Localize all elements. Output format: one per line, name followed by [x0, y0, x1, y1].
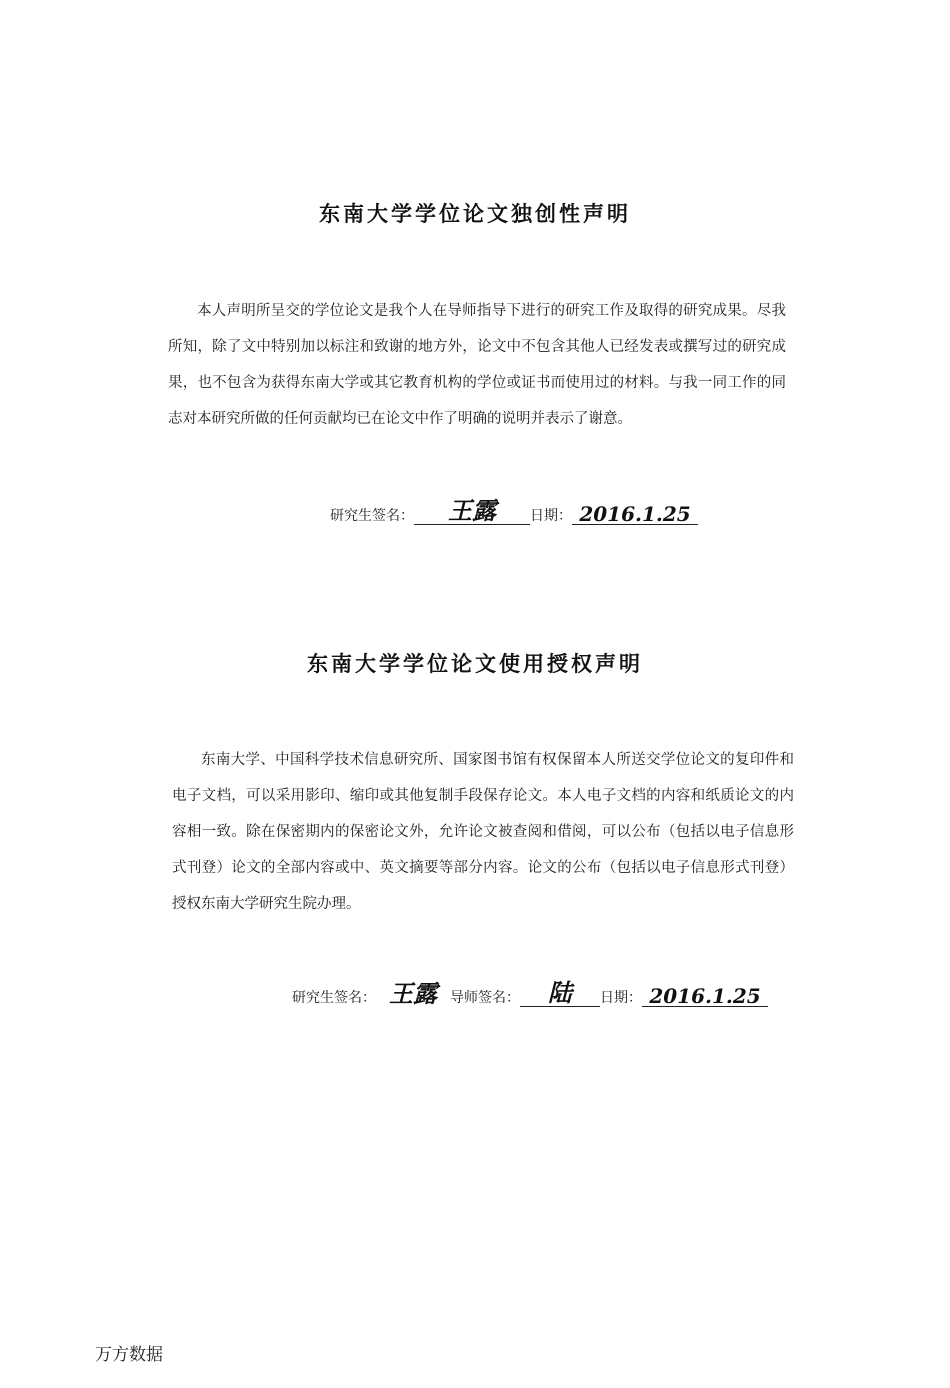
signed-date: 2016.1.25 [579, 502, 691, 526]
student-signature-label: 研究生签名： [330, 508, 414, 524]
footer-watermark: 万方数据 [95, 1345, 163, 1365]
student-signature: 王露 [448, 496, 496, 525]
student-signature-field [414, 498, 530, 525]
date-field [642, 980, 768, 1007]
advisor-signature-label: 导师签名： [450, 990, 520, 1006]
student-signature-field [376, 981, 450, 1007]
authorization-title: 东南大学学位论文使用授权声明 [307, 652, 643, 676]
signed-date: 2016.1.25 [649, 984, 761, 1008]
student-signature-label: 研究生签名： [292, 990, 376, 1006]
originality-paragraph: 本人声明所呈交的学位论文是我个人在导师指导下进行的研究工作及取得的研究成果。尽我所知，除了文中特别加以标注和致谢的地方外，论文中不包含其他人已经发表或撰写过的研究成果，也不包含为获得东南大学或其它教育机构的学位或证书而使用过的材料。与我一同工作的同志对本研究所做的任何贡献均已在论文中作了明确的说明并表示了谢意。 [168, 303, 786, 427]
student-signature: 王露 [389, 979, 437, 1008]
authorization-signature-row [292, 980, 768, 1007]
date-field [572, 498, 698, 525]
date-label: 日期： [530, 508, 572, 524]
date-label: 日期： [600, 990, 642, 1006]
authorization-paragraph: 东南大学、中国科学技术信息研究所、国家图书馆有权保留本人所送交学位论文的复印件和电子文档，可以采用影印、缩印或其他复制手段保存论文。本人电子文档的内容和纸质论文的内容相一致。除在保密期内的保密论文外，允许论文被查阅和借阅，可以公布（包括以电子信息形式刊登）论文的全部内容或中、英文摘要等部分内容。论文的公布（包括以电子信息形式刊登）授权东南大学研究生院办理。 [172, 752, 794, 912]
advisor-signature-field [520, 980, 600, 1007]
originality-title: 东南大学学位论文独创性声明 [319, 202, 631, 226]
originality-signature-row [330, 498, 698, 525]
advisor-signature: 陆 [548, 978, 572, 1007]
